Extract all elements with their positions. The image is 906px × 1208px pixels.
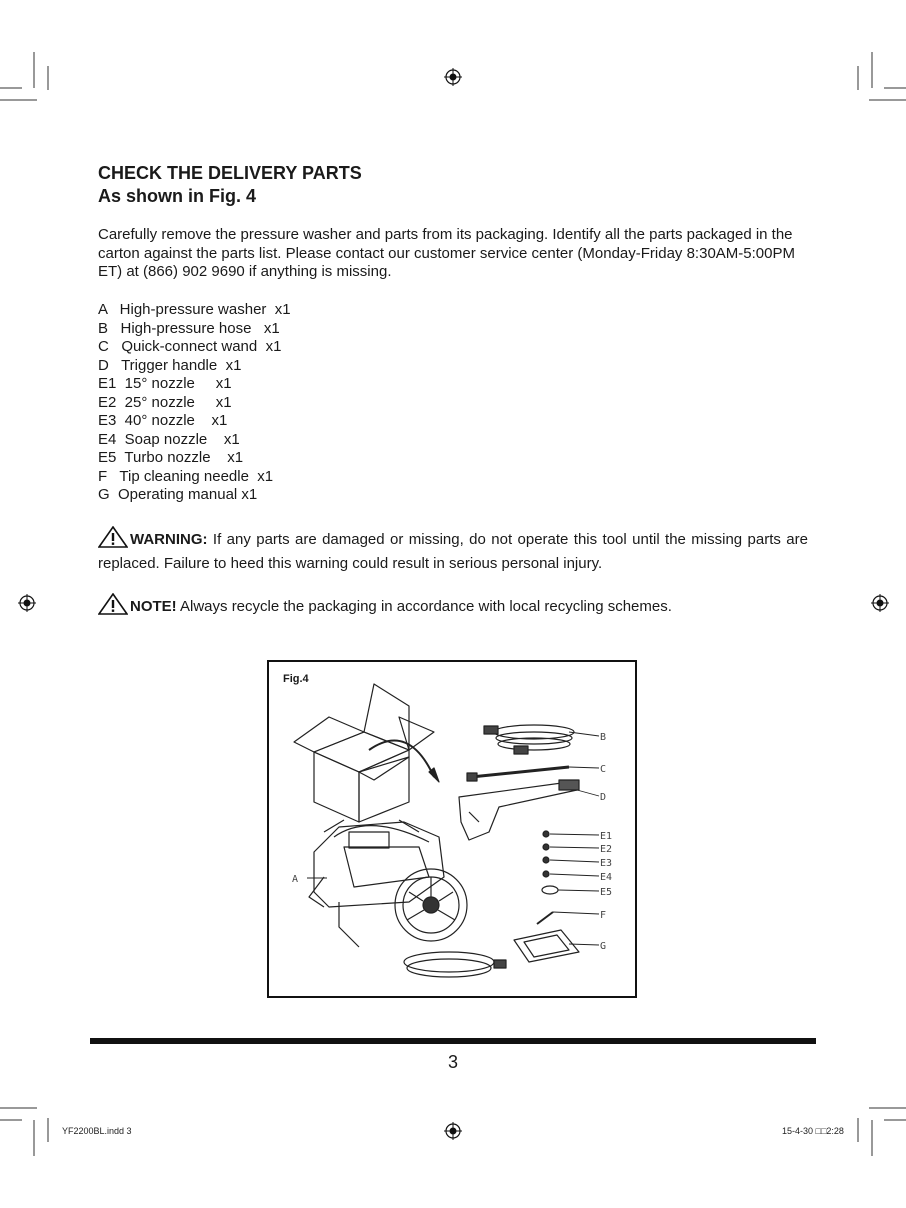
callout-e4: E4 [600,872,613,883]
note-label: NOTE! [130,598,177,615]
figure-label: Fig.4 [283,673,309,685]
note-text: Always recycle the packaging in accordance with local recycling schemes. [176,598,672,615]
list-item: C Quick-connect wand x1 [98,338,282,355]
intro-paragraph: Carefully remove the pressure washer and parts from its packaging. Identify all the parts packaged in the carton against the parts list. Please contact our customer service center (Monday-Friday 8:30AM-5:00PM ET) at (866) 902 9690 if anything is missing. [98,226,795,280]
slug-file-name: YF2200BL.indd 3 [62,1126,132,1136]
trigger-gun-icon [459,780,579,840]
note-notice [98,593,808,619]
list-item: E5 Turbo nozzle x1 [98,449,244,466]
caution-triangle-icon [98,593,128,615]
callout-a: A [292,874,299,885]
slug-timestamp: 15-4-30 □□2:28 [782,1126,844,1136]
registration-mark-icon [871,594,889,612]
warning-triangle-icon [98,526,128,548]
wand-icon [467,767,569,781]
list-item: E2 25° nozzle x1 [98,393,232,411]
callout-b: B [600,732,607,743]
needle-icon [537,912,553,924]
section-subtitle: As shown in Fig. 4 [98,186,257,206]
carton-box-icon [294,684,439,822]
list-item: E3 40° nozzle x1 [98,412,228,429]
callout-e1: E1 [600,831,613,842]
footer-rule [90,1038,816,1044]
manual-icon [514,930,579,962]
hose-icon [484,725,574,754]
nozzles-icon [542,831,558,894]
callout-e3: E3 [600,858,613,869]
list-item: D Trigger handle x1 [98,356,242,374]
warning-label: WARNING: [130,531,208,548]
list-item: G Operating manual x1 [98,486,258,503]
list-item: F Tip cleaning needle x1 [98,467,274,485]
pressure-washer-icon [309,820,506,977]
callout-f: F [600,910,607,921]
registration-mark-icon [444,68,462,86]
section-title: CHECK THE DELIVERY PARTS [98,163,362,183]
registration-mark-icon [18,594,36,612]
list-item: A High-pressure washer x1 [98,301,291,318]
page-number: 3 [447,1052,458,1072]
list-item: E1 15° nozzle x1 [98,375,232,392]
callout-e5: E5 [600,887,613,898]
callout-e2: E2 [600,844,613,855]
warning-notice [98,526,808,576]
list-item: B High-pressure hose x1 [98,319,280,337]
callout-d: D [600,792,607,803]
callout-g: G [600,941,607,952]
list-item: E4 Soap nozzle x1 [98,430,240,448]
parts-list [98,301,291,505]
parts-illustration [269,662,635,996]
callout-c: C [600,764,607,775]
warning-text: If any parts are damaged or missing, do not operate this tool until the missing parts are replaced. Failure to heed this warning could result in serious personal injury. [98,531,808,572]
registration-mark-icon [444,1122,462,1140]
